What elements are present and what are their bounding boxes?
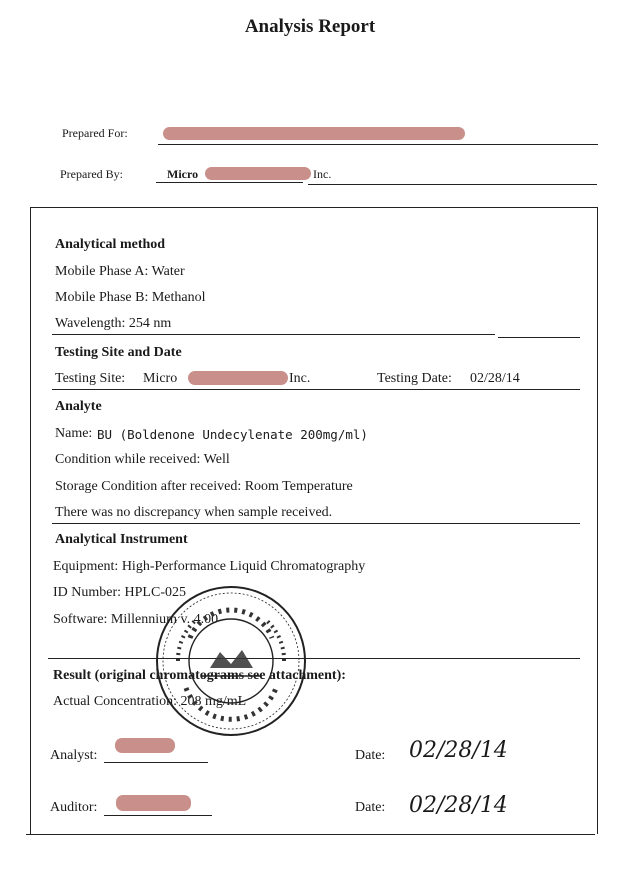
box-left-border <box>30 207 31 834</box>
storage-condition: Storage Condition after received: Room Temperature <box>55 479 353 494</box>
software-line: Software: Millennium v. 4.00 <box>53 612 219 627</box>
box-bottom-border <box>26 834 595 835</box>
condition-received: Condition while received: Well <box>55 452 230 467</box>
prepared-for-label: Prepared For: <box>62 126 128 140</box>
testing-date-label: Testing Date: <box>377 371 452 386</box>
analyst-underline <box>104 762 208 763</box>
instrument-heading: Analytical Instrument <box>55 532 188 547</box>
prepared-by-redaction <box>205 167 311 180</box>
id-number-line: ID Number: HPLC-025 <box>53 585 186 600</box>
testing-date-value: 02/28/14 <box>470 371 520 386</box>
auditor-underline <box>104 815 212 816</box>
analyst-date-label: Date: <box>355 748 386 763</box>
prepared-by-value-start: Micro <box>167 167 199 181</box>
prepared-by-value-end: Inc. <box>313 167 332 181</box>
testing-site-label: Testing Site: <box>55 371 126 386</box>
mobile-phase-a: Mobile Phase A: Water <box>55 264 185 279</box>
prepared-by-underline-1 <box>156 182 303 183</box>
prepared-by-label: Prepared By: <box>60 167 123 181</box>
company-seal-stamp <box>150 580 312 742</box>
prepared-for-underline <box>158 144 598 145</box>
report-title: Analysis Report <box>244 16 376 37</box>
analyte-heading: Analyte <box>55 399 102 414</box>
auditor-date-handwritten: 02/28/14 <box>409 793 508 818</box>
prepared-for-redaction <box>163 127 465 140</box>
analyst-label: Analyst: <box>50 748 98 763</box>
analytical-method-heading: Analytical method <box>55 237 166 252</box>
equipment-line: Equipment: High-Performance Liquid Chromatography <box>53 559 366 574</box>
result-heading: Result (original chromatograms see attachment): <box>53 668 346 683</box>
auditor-signature-redaction <box>116 795 191 811</box>
testing-site-redaction <box>188 371 288 385</box>
box-right-border <box>597 207 598 834</box>
divider-site <box>52 389 580 390</box>
discrepancy-note: There was no discrepancy when sample received. <box>55 505 333 520</box>
mobile-phase-b: Mobile Phase B: Methanol <box>55 290 206 305</box>
box-top-border <box>30 207 598 208</box>
testing-site-start: Micro <box>143 371 178 386</box>
divider-method-right <box>498 337 580 338</box>
divider-analyte <box>52 523 580 524</box>
wavelength: Wavelength: 254 nm <box>55 316 172 331</box>
analyte-name-value: BU (Boldenone Undecylenate 200mg/ml) <box>97 427 368 442</box>
testing-site-heading: Testing Site and Date <box>55 345 182 360</box>
prepared-by-underline-2 <box>308 184 597 185</box>
testing-site-end: Inc. <box>289 371 311 386</box>
actual-concentration: Actual Concentration: 208 mg/mL <box>53 694 247 709</box>
auditor-date-label: Date: <box>355 800 386 815</box>
analyst-date-handwritten: 02/28/14 <box>409 738 508 763</box>
auditor-label: Auditor: <box>50 800 98 815</box>
divider-method <box>52 334 495 335</box>
divider-instrument <box>48 658 580 659</box>
analyte-name-label: Name: <box>55 426 93 441</box>
